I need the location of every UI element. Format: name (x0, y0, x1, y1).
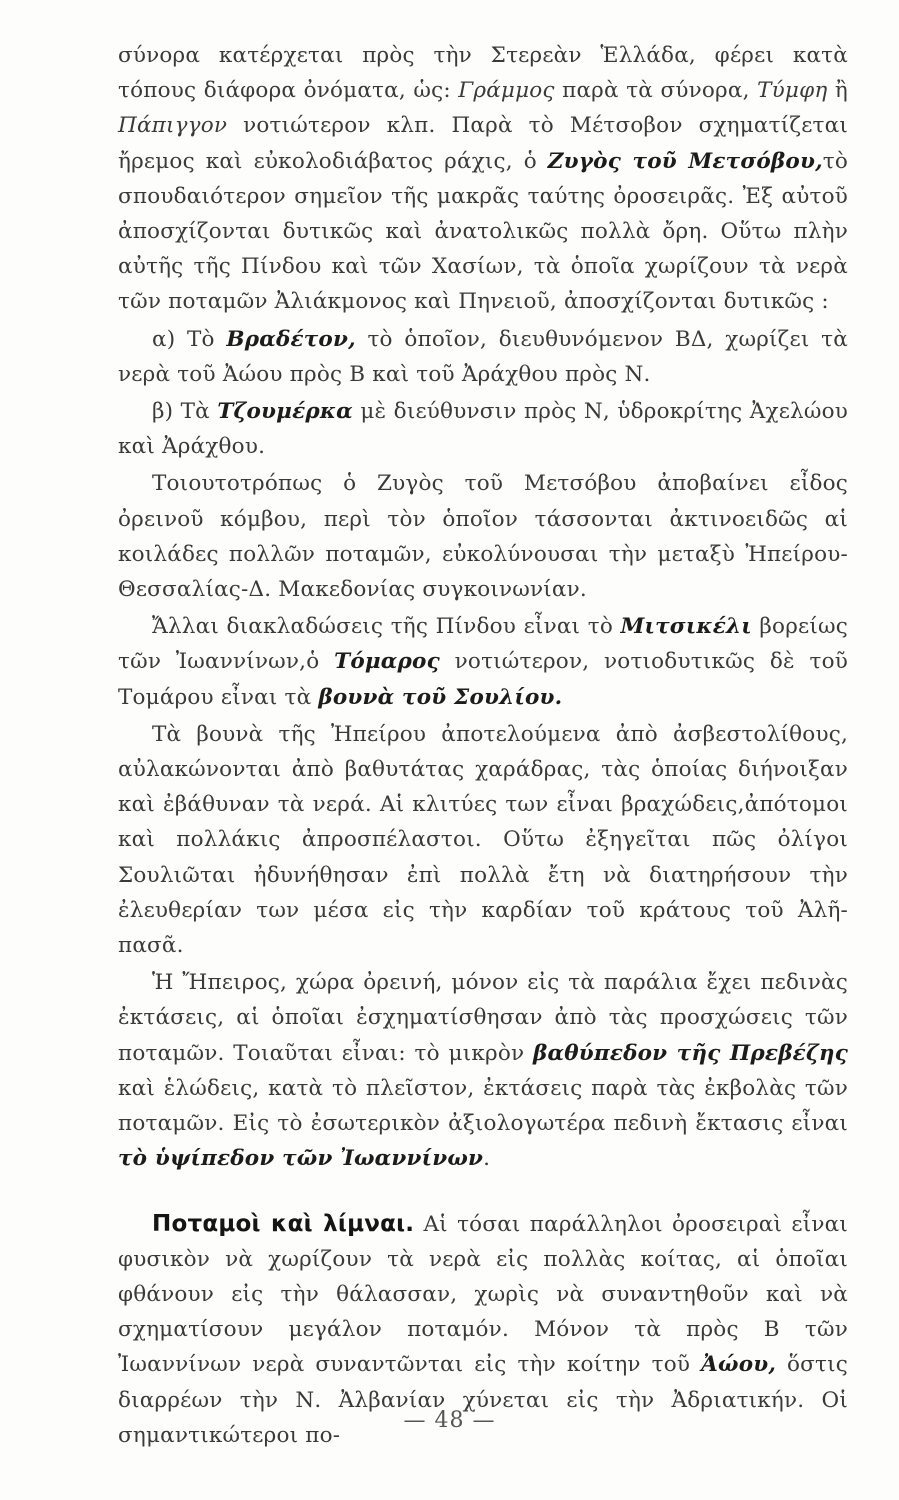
text-run: Τὰ βουνὰ τῆς Ἠπείρου ἀποτελούμενα ἀπὸ ἀσβεστολίθους, αὐλακώνονται ἀπὸ βαθυτάτας χαράδρας, τὰς ὁποίας διήνοιξαν καὶ ἐβάθυναν τὰ νερά. Αἱ κλιτύες των εἶναι βραχώδεις,ἀπότομοι καὶ πολλάκις ἀπροσπέλαστοι. Οὕτω ἐξηγεῖται πῶς ὀλίγοι Σουλιῶται ἠδυνήθησαν ἐπὶ πολλὰ ἔτη νὰ διατηρήσουν τὴν ἐλευθερίαν των μέσα εἰς τὴν καρδίαν τοῦ κράτους τοῦ Ἀλῆ-πασᾶ. (118, 721, 848, 959)
text-run: μὲ διεύθυνσιν πρὸς Ν, ὑδροκρίτης Ἀχελώου καὶ Ἀράχθου. (118, 399, 849, 460)
text-run: ὅστις διαρρέων τὴν Ν. Ἀλβανίαν χύνεται εἰς τὴν Ἀδριατικήν. Οἱ σημαντικώτεροι πο- (118, 1352, 848, 1448)
text-run: τὸ ὁποῖον, διευθυνόμενον ΒΔ, χωρίζει τὰ νερὰ τοῦ Ἀώου πρὸς Β καὶ τοῦ Ἀράχθου πρὸς Ν. (118, 326, 848, 387)
emphasis-vradeton: Βραδέτον, (226, 326, 356, 352)
emphasis-papingon: Πάπιγγον (118, 113, 228, 139)
text-run: Ἡ Ἤπειρος, χώρα ὀρεινή, μόνον εἰς τὰ παράλια ἔχει πεδινὰς ἐκτάσεις, αἱ ὁποῖαι ἐσχηματίσθησαν ἀπὸ τὰς προσχώσεις τῶν ποταμῶν. Τοιαῦται εἶναι: τὸ μικρὸν (118, 970, 848, 1066)
emphasis-aoos: Ἀώου, (701, 1352, 777, 1378)
page-number: — 48 — (403, 1408, 496, 1433)
text-run: παρὰ τὰ σύνορα, (554, 78, 758, 104)
paragraph-node (118, 466, 848, 607)
text-run: Τοιουτοτρόπως ὁ Ζυγὸς τοῦ Μετσόβου ἀποβαίνει εἶδος ὀρεινοῦ κόμβου, περὶ τὸν ὁποῖον τάσσονται ἀκτινοειδῶς αἱ κοιλάδες πολλῶν ποταμῶν, εὐκολύνουσαι τὴν μεταξὺ Ἠπείρου-Θεσσαλίας-Δ. Μακεδονίας συγκοινωνίαν. (118, 471, 848, 603)
text-run: σύνορα κατέρχεται πρὸς τὴν Στερεὰν Ἑλλάδα, φέρει κατὰ τόπους διάφορα ὀνόματα, ὡς: (118, 43, 848, 104)
emphasis-tzoumerka: Τζουμέρκα (217, 399, 353, 425)
emphasis-tomaros: Τόμαρος (334, 649, 440, 675)
emphasis-zygos-metsovou: Ζυγὸς τοῦ Μετσόβου, (547, 148, 823, 174)
paragraph-branches (118, 609, 848, 715)
text-run: Αἱ τόσαι παράλληλοι ὀροσειραὶ εἶναι φυσικὸν νὰ χωρίζουν τὰ νερὰ εἰς πολλὰς κοίτας, αἱ ὁποῖαι φθάνουν εἰς τὴν θάλασσαν, χωρὶς νὰ συναντηθοῦν καὶ νὰ σχηματίσουν μεγάλον ποταμόν. Μόνον τὰ πρὸς Β τῶν Ἰωαννίνων νερὰ συναντῶνται εἰς τὴν κοίτην τοῦ (118, 1211, 849, 1378)
paragraph-plains (118, 965, 848, 1176)
section-gap (118, 1179, 848, 1207)
text-run: βορείως τῶν Ἰωαννίνων,ὁ (118, 614, 848, 675)
emphasis-grammos: Γράμμος (458, 78, 555, 104)
text-run: νοτιώτερον κλπ. Παρὰ τὸ Μέτσοβον σχηματίζεται ἤρεμος καὶ εὐκολοδιάβατος ράχις, ὁ (118, 113, 848, 174)
list-item-vradeton (118, 322, 848, 392)
text-run: τὸ σπουδαιότερον σημεῖον τῆς μακρᾶς ταύτης ὀροσειρᾶς. Ἐξ αὐτοῦ ἀποσχίζονται δυτικῶς καὶ ἀνατολικῶς πολλὰ ὄρη. Οὕτω πλὴν αὐτῆς τῆς Πίνδου καὶ τῶν Χασίων, τὰ ὁποῖα χωρίζουν τὰ νερὰ τῶν ποταμῶν Ἀλιάκμονος καὶ Πηνειοῦ, ἀποσχίζονται δυτικῶς : (118, 148, 849, 315)
text-run: β) Τὰ (152, 399, 218, 425)
text-run: α) Τὸ (152, 326, 227, 352)
section-heading-rivers: Ποταμοὶ καὶ λίμναι. (152, 1210, 415, 1237)
text-run: . (483, 1146, 491, 1172)
paragraph-mountains (118, 38, 848, 320)
emphasis-preveza: βαθύπεδον τῆς Πρεβέζης (533, 1040, 848, 1066)
emphasis-ioannina-plateau: τὸ ὑψίπεδον τῶν Ἰωαννίνων (118, 1146, 484, 1172)
emphasis-tymfi: Τύμφη (757, 78, 828, 104)
text-run: καὶ ἑλώδεις, κατὰ τὸ πλεῖστον, ἐκτάσεις παρὰ τὰς ἐκβολὰς τῶν ποταμῶν. Εἰς τὸ ἐσωτερικὸν ἀξιολογωτέρα πεδινὴ ἔκτασις εἶναι (118, 1075, 848, 1137)
page-text (118, 38, 848, 1455)
text-run: νοτιώτερον, νοτιοδυτικῶς δὲ τοῦ Τομάρου εἶναι τὰ (118, 649, 848, 710)
emphasis-souli: βουνὰ τοῦ Σουλίου. (318, 684, 563, 710)
paragraph-ravines (118, 717, 848, 963)
text-run: ἢ (827, 78, 848, 104)
list-item-tzoumerka (118, 394, 848, 464)
emphasis-mitsikeli: Μιτσικέλι (620, 614, 752, 640)
text-run: Ἄλλαι διακλαδώσεις τῆς Πίνδου εἶναι τὸ (152, 614, 621, 640)
